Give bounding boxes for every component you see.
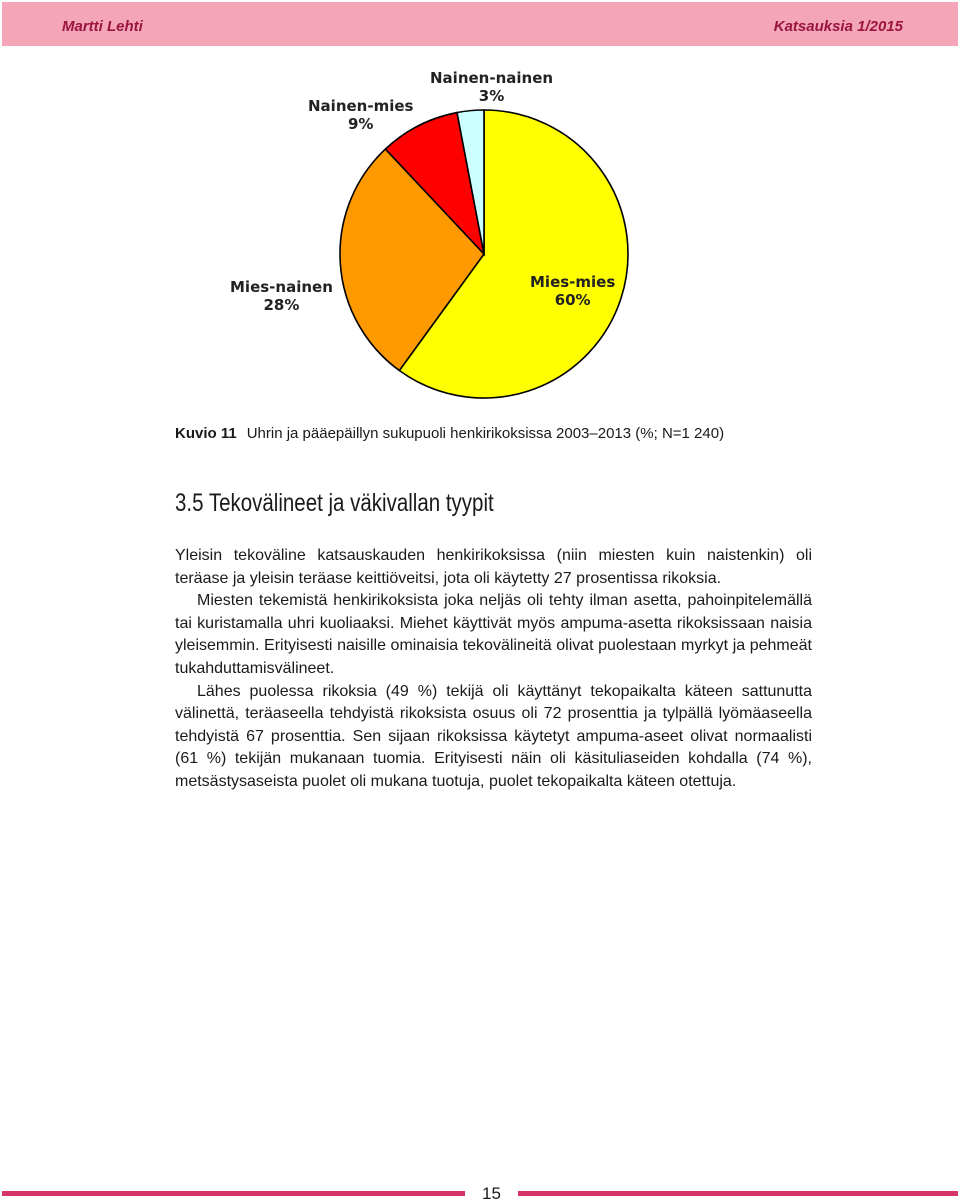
pie-chart	[200, 60, 720, 410]
slice-pct: 9%	[347, 115, 374, 133]
header-series: Katsauksia 1/2015	[773, 18, 903, 35]
slice-pct: 28%	[263, 296, 300, 314]
slice-name: Mies-nainen	[230, 278, 333, 296]
slice-name: Mies-mies	[530, 273, 616, 291]
slice-pct: 3%	[478, 87, 505, 105]
caption-text: Uhrin ja pääepäillyn sukupuoli henkirikoksissa 2003–2013 (%; N=1 240)	[246, 425, 725, 442]
paragraph: Miesten tekemistä henkirikoksista joka neljäs oli tehty ilman asetta, pahoinpitelemällä tai kuristamalla uhri kuoliaaksi. Miehet käyttivät myös ampuma-asetta rikoksissaan naisia yleisemmin. Erityisesti naisille ominaisia tekovälineitä olivat puolestaan myrkyt ja pehmeät tukahduttamisvälineet.	[175, 592, 812, 677]
page-number: 15	[482, 1184, 501, 1203]
footer-rule-left	[2, 1191, 465, 1196]
slice-name: Nainen-mies	[308, 97, 414, 115]
body-text	[175, 545, 812, 794]
paragraph: Lähes puolessa rikoksia (49 %) tekijä oli käyttänyt tekopaikalta käteen sattunutta välinettä, teräaseella tehdyistä rikoksista osuus oli 72 prosenttia ja tylpällä lyömäaseella tehdyistä 67 prosenttia. Sen sijaan rikoksissa käytetyt ampuma-aseet olivat normaalisti (61 %) tekijän mukanaan tuomia. Erityisesti näin oli käsituliaseiden kohdalla (74 %), metsästysaseista puolet oli mukana tuotuja, puolet tekopaikalta käteen otettuja.	[175, 682, 812, 790]
slice-label-nainen-nainen	[430, 69, 553, 105]
footer-rule-right	[518, 1191, 958, 1196]
slice-name: Nainen-nainen	[430, 69, 554, 87]
slice-label-nainen-mies	[308, 97, 413, 133]
caption-label: Kuvio 11	[175, 425, 237, 442]
slice-pct: 60%	[554, 291, 591, 309]
pie-chart-svg	[200, 60, 720, 410]
section-title: 3.5 Tekovälineet ja väkivallan tyypit	[175, 489, 494, 517]
header-author: Martti Lehti	[62, 18, 143, 35]
paragraph: Yleisin tekoväline katsauskauden henkirikoksissa (niin miesten kuin naistenkin) oli teräase ja yleisin teräase keittiöveitsi, jota oli käytetty 27 prosentissa rikoksia.	[175, 547, 812, 587]
page-header	[2, 2, 958, 46]
slice-label-mies-mies	[530, 273, 615, 309]
slice-label-mies-nainen	[230, 278, 333, 314]
figure-caption	[175, 425, 724, 442]
